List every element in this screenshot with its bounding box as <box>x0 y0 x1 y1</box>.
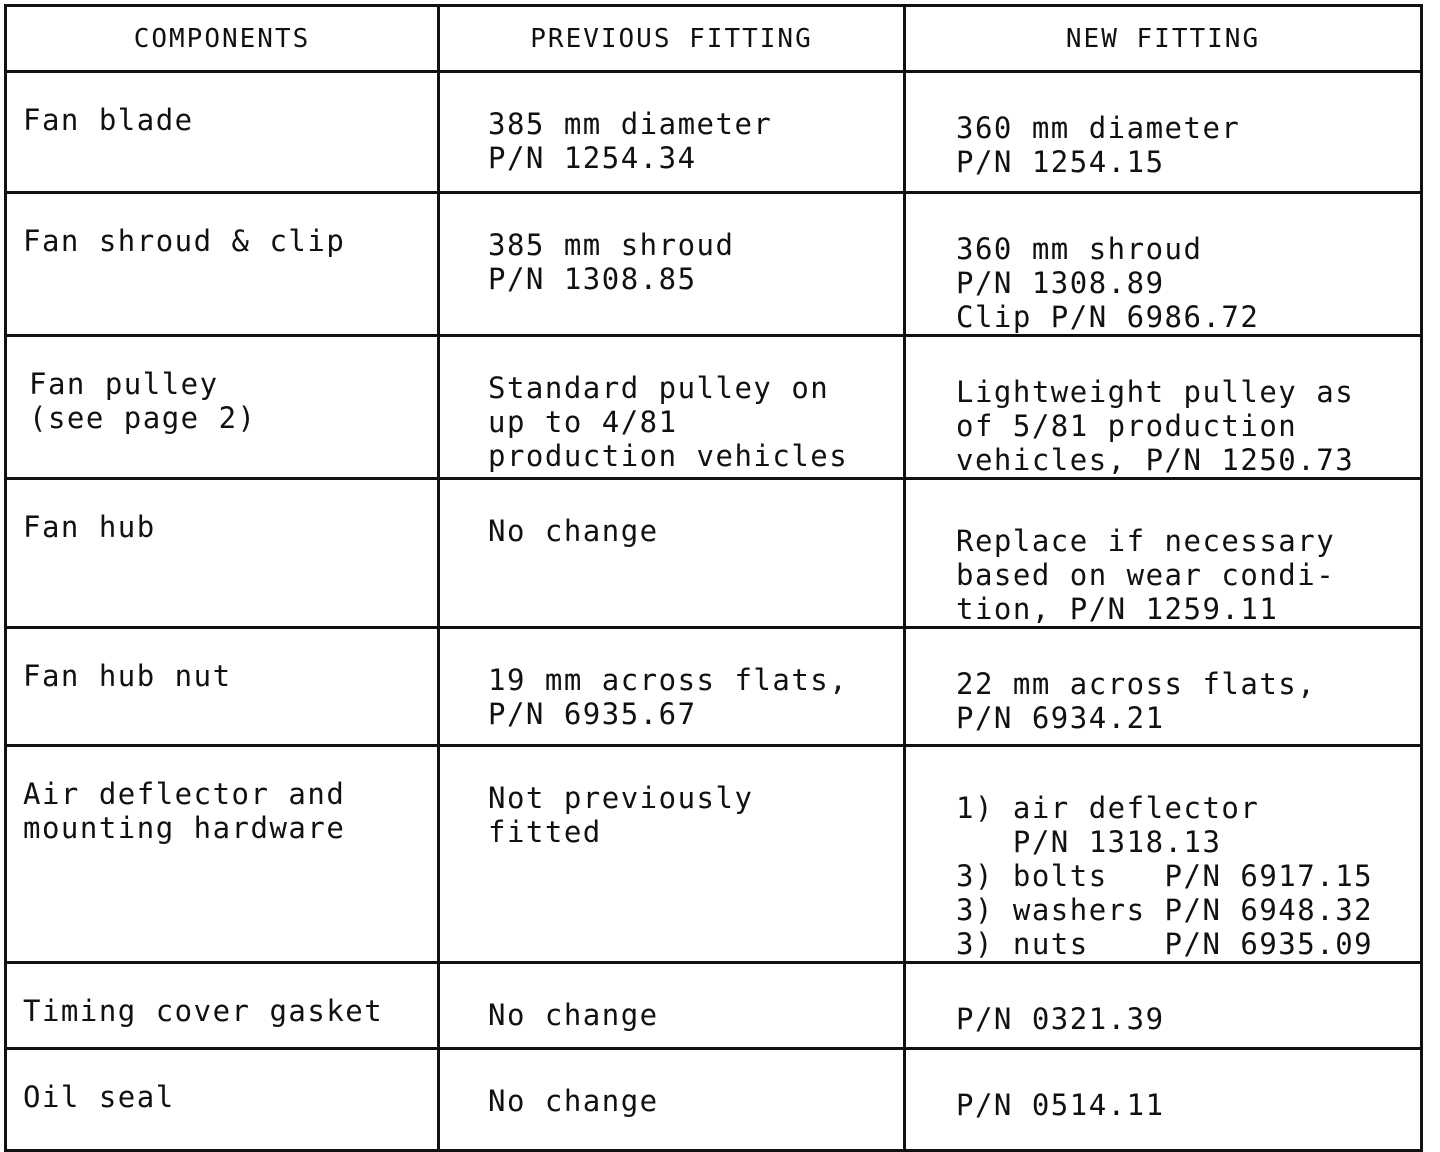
new-fitting-cell <box>905 746 1422 963</box>
previous-fitting-cell <box>439 479 905 628</box>
component-cell <box>6 72 439 193</box>
component-text: Air deflector and mounting hardware <box>23 777 346 845</box>
previous-fitting-text: Not previously fitted <box>488 781 754 849</box>
component-cell <box>6 746 439 963</box>
previous-fitting-cell <box>439 72 905 193</box>
new-fitting-cell <box>905 72 1422 193</box>
new-fitting-text: P/N 0321.39 <box>956 1002 1165 1036</box>
component-text: Fan pulley (see page 2) <box>29 367 257 435</box>
component-text: Timing cover gasket <box>23 994 384 1028</box>
new-fitting-text: 22 mm across flats, P/N 6934.21 <box>956 667 1317 735</box>
new-fitting-text: P/N 0514.11 <box>956 1088 1165 1122</box>
table-row <box>6 628 1422 746</box>
component-text: Fan blade <box>23 103 194 137</box>
component-text: Fan hub nut <box>23 659 232 693</box>
previous-fitting-text: 19 mm across flats, P/N 6935.67 <box>488 663 849 731</box>
previous-fitting-text: No change <box>488 514 659 548</box>
header-previous-fitting: PREVIOUS FITTING <box>439 6 905 72</box>
component-cell <box>6 479 439 628</box>
table-row <box>6 963 1422 1049</box>
component-cell <box>6 193 439 336</box>
new-fitting-cell <box>905 193 1422 336</box>
new-fitting-text: 360 mm diameter P/N 1254.15 <box>956 111 1241 179</box>
table-row <box>6 1049 1422 1151</box>
component-cell <box>6 336 439 479</box>
table-row <box>6 72 1422 193</box>
new-fitting-cell <box>905 1049 1422 1151</box>
previous-fitting-cell <box>439 193 905 336</box>
component-text: Oil seal <box>23 1080 175 1114</box>
new-fitting-cell <box>905 479 1422 628</box>
previous-fitting-text: No change <box>488 1084 659 1118</box>
previous-fitting-cell <box>439 628 905 746</box>
table-row <box>6 336 1422 479</box>
header-components: COMPONENTS <box>6 6 439 72</box>
fitting-table-sheet <box>4 4 1420 1122</box>
previous-fitting-text: Standard pulley on up to 4/81 production vehicles <box>488 371 849 473</box>
previous-fitting-text: 385 mm diameter P/N 1254.34 <box>488 107 773 175</box>
previous-fitting-cell <box>439 963 905 1049</box>
component-text: Fan hub <box>23 510 156 544</box>
previous-fitting-text: No change <box>488 998 659 1032</box>
new-fitting-text: Lightweight pulley as of 5/81 production vehicles, P/N 1250.73 <box>956 375 1355 477</box>
new-fitting-cell <box>905 628 1422 746</box>
previous-fitting-cell <box>439 336 905 479</box>
table-row <box>6 746 1422 963</box>
component-cell <box>6 1049 439 1151</box>
table-header-row <box>6 6 1422 72</box>
header-new-fitting: NEW FITTING <box>905 6 1422 72</box>
component-text: Fan shroud & clip <box>23 224 346 258</box>
previous-fitting-cell <box>439 1049 905 1151</box>
new-fitting-text: Replace if necessary based on wear condi- tion, P/N 1259.11 <box>956 524 1336 626</box>
new-fitting-text: 360 mm shroud P/N 1308.89 Clip P/N 6986.72 <box>956 232 1260 334</box>
previous-fitting-text: 385 mm shroud P/N 1308.85 <box>488 228 735 296</box>
new-fitting-cell <box>905 963 1422 1049</box>
new-fitting-text: 1) air deflector P/N 1318.13 3) bolts P/N 6917.15 3) washers P/N 6948.32 3) nuts P/N 6935.09 <box>956 791 1374 961</box>
table-row <box>6 193 1422 336</box>
component-cell <box>6 963 439 1049</box>
fitting-comparison-table <box>4 4 1423 1152</box>
component-cell <box>6 628 439 746</box>
new-fitting-cell <box>905 336 1422 479</box>
previous-fitting-cell <box>439 746 905 963</box>
table-row <box>6 479 1422 628</box>
